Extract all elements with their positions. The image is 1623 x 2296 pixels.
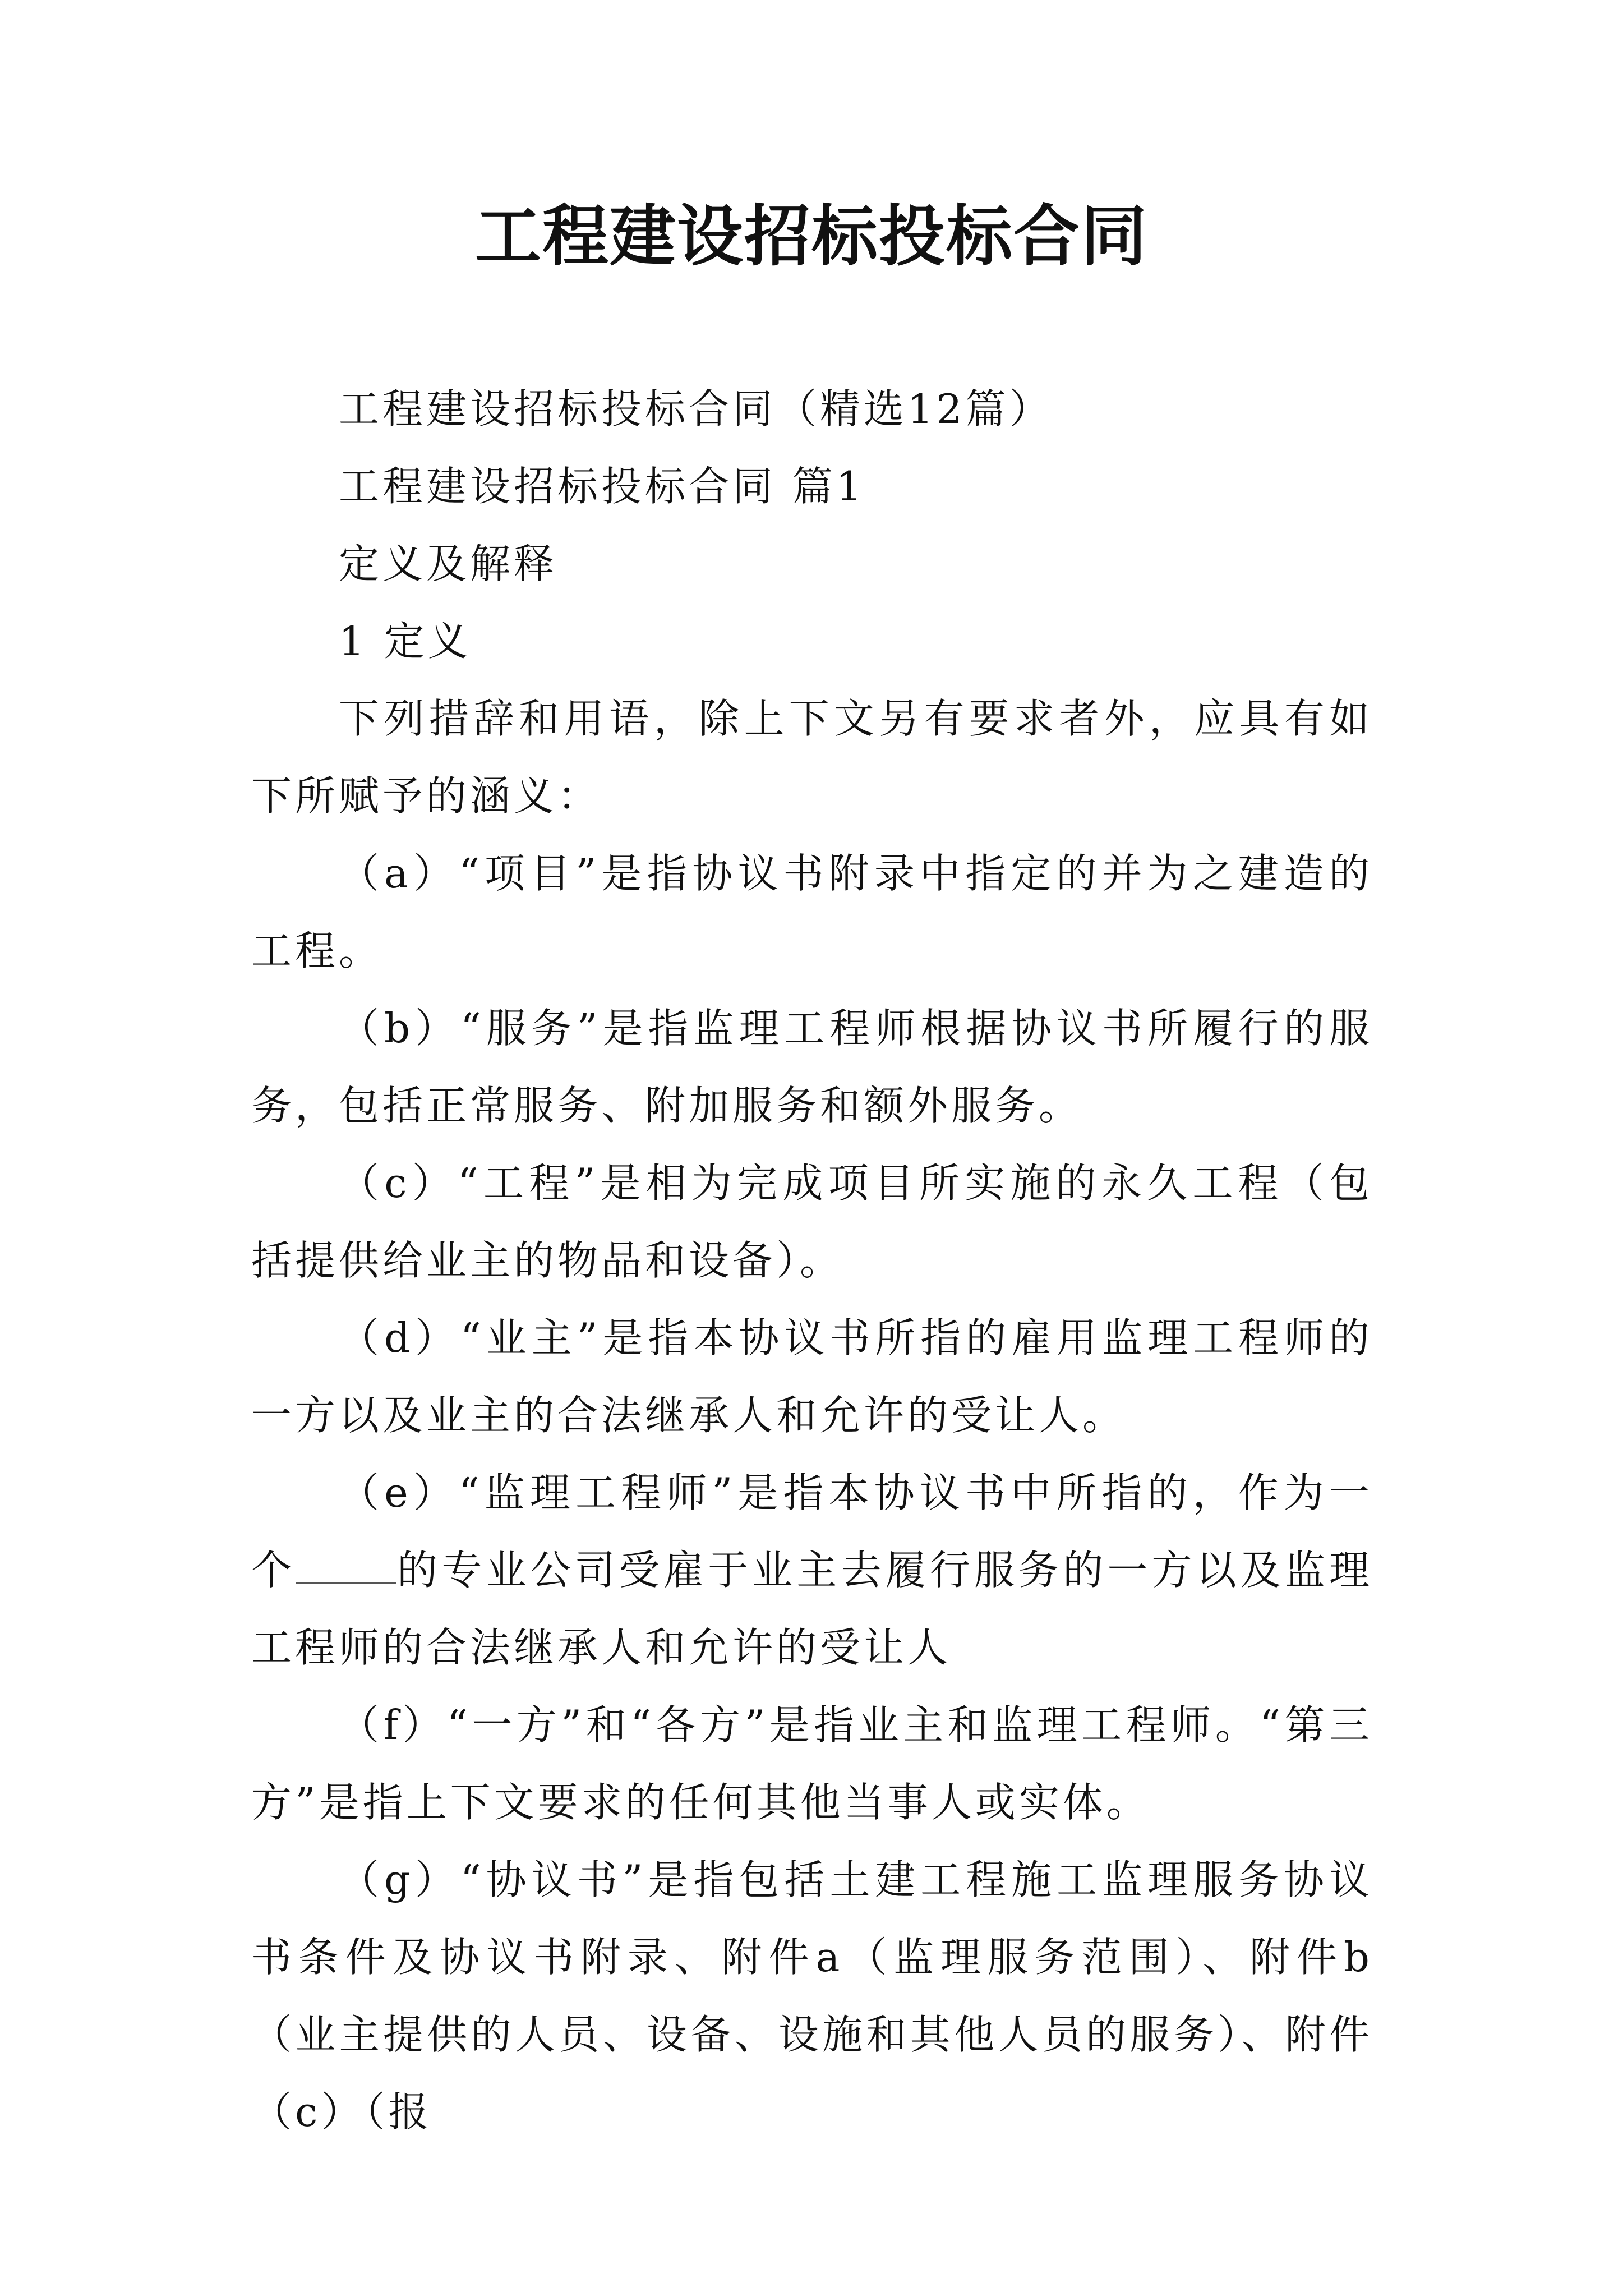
document-body [251, 370, 1373, 2151]
fill-in-blank [296, 1549, 396, 1584]
paragraph-subtitle: 工程建设招标投标合同（精选12篇） [339, 385, 1053, 432]
paragraph-item-c: （c）“工程”是相为完成项目所实施的永久工程（包括提供给业主的物品和设备）。 [251, 1159, 1373, 1284]
paragraph-definitions-heading: 定义及解释 [339, 540, 558, 587]
document-title: 工程建设招标投标合同 [474, 197, 1148, 275]
paragraph-item-d: （d）“业主”是指本协议书所指的雇用监理工程师的一方以及业主的合法继承人和允许的受让人。 [251, 1314, 1373, 1439]
paragraph-intro: 下列措辞和用语，除上下文另有要求者外，应具有如下所赋予的涵义： [251, 695, 1373, 820]
paragraph-definition-number: 1 定义 [339, 618, 472, 665]
paragraph-item-b: （b）“服务”是指监理工程师根据协议书所履行的服务，包括正常服务、附加服务和额外服务。 [251, 1005, 1373, 1129]
item-e-text: （e）“监理工程师”是指本协议书中所指的，作为一个 [251, 1469, 1373, 1594]
paragraph-item-f: （f）“一方”和“各方”是指业主和监理工程师。“第三方”是指上下文要求的任何其他当事人或实体。 [251, 1701, 1373, 1826]
item-e-text-cont: 的专业公司受雇于业主去履行服务的一方以及监理工程师的合法继承人和允许的受让人 [251, 1547, 1373, 1671]
paragraph-item-e [251, 1454, 1373, 1686]
paragraph-item-g: （g）“协议书”是指包括土建工程施工监理服务协议书条件及协议书附录、附件a（监理服务范围）、附件b（业主提供的人员、设备、设施和其他人员的服务）、附件（c）（报 [251, 1856, 1373, 2136]
paragraph-item-a: （a）“项目”是指协议书附录中指定的并为之建造的工程。 [251, 850, 1373, 974]
paragraph-section-heading: 工程建设招标投标合同 篇1 [339, 463, 865, 510]
